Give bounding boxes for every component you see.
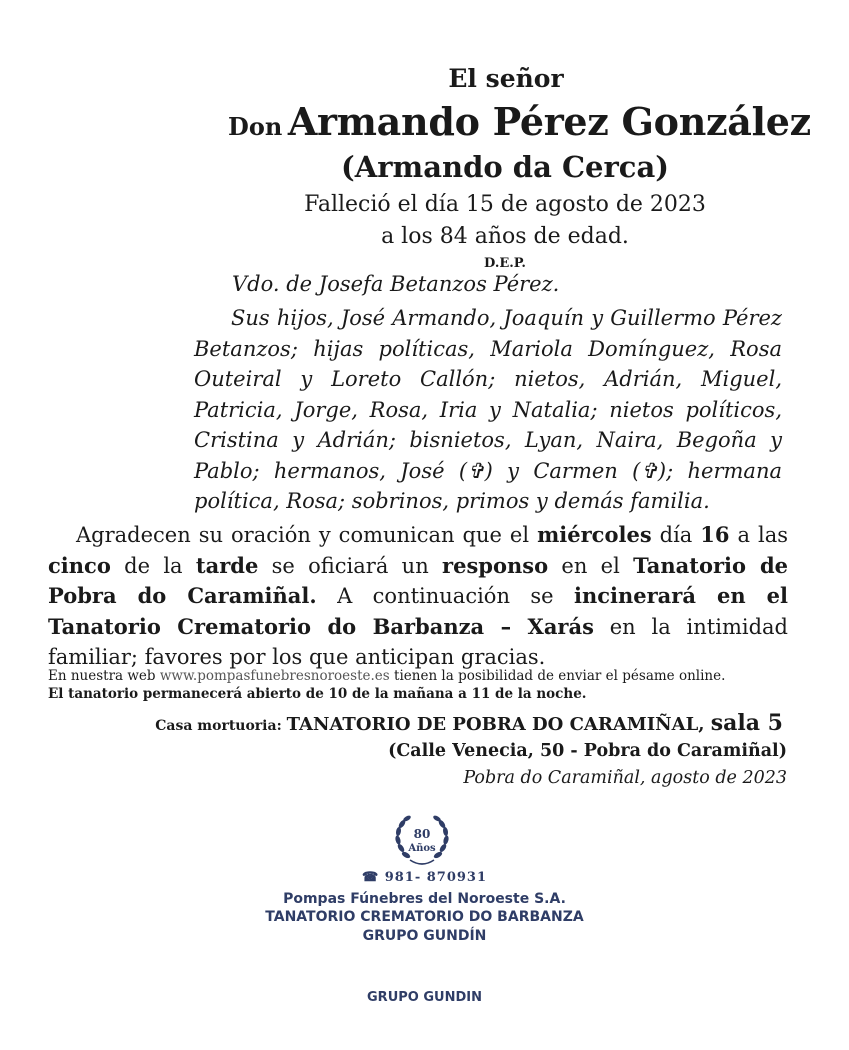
ceremony-hour: cinco: [48, 552, 111, 578]
phone-line: [0, 870, 849, 885]
ceremony-type: responso: [442, 552, 549, 578]
laurel-wreath-icon: [392, 812, 452, 870]
ceremony-text: de la: [110, 553, 196, 578]
ceremony-venue: Tanatorio de Pobra do Caramiñal.: [48, 552, 788, 608]
deceased-name: Armando Pérez González: [287, 99, 811, 144]
mortuary-room: sala 5: [710, 710, 783, 736]
ceremony-text: a las: [729, 523, 789, 547]
telephone-icon: ☎: [361, 870, 385, 885]
group-name: GRUPO GUNDÍN: [362, 928, 487, 944]
dep-abbreviation: D.E.P.: [484, 256, 526, 271]
opening-hours-note: El tanatorio permanecerá abierto de 10 de la mañana a 11 de la noche.: [48, 686, 587, 702]
anniversary-logo: [392, 812, 452, 870]
heading-el-senor: El señor: [448, 64, 564, 93]
phone-number[interactable]: 981- 870931: [384, 870, 488, 885]
web-note-prefix: En nuestra web: [48, 668, 160, 684]
ceremony-text: en el: [548, 553, 634, 578]
ceremony-text: Agradecen su oración y comunican que el: [76, 523, 538, 547]
ceremony-text: se oficiará un: [258, 553, 443, 578]
deceased-nickname: (Armando da Cerca): [341, 150, 669, 184]
deceased-name-line: [228, 99, 811, 144]
age-at-death: a los 84 años de edad.: [381, 224, 629, 249]
website-link[interactable]: www.pompasfunebresnoroeste.es: [159, 668, 390, 684]
mortuary-label: Casa mortuoria:: [155, 718, 287, 734]
logo-number: 80: [413, 827, 431, 841]
company-name: Pompas Fúnebres del Noroeste S.A.: [283, 891, 566, 907]
ceremony-date: 16: [700, 522, 730, 547]
logo-word: Años: [408, 843, 436, 854]
death-date: Falleció el día 15 de agosto de 2023: [304, 192, 706, 217]
ceremony-text: en la intimidad familiar; favores por los que anticipan gracias.: [48, 614, 788, 669]
family-list: Sus hijos, José Armando, Joaquín y Guillermo Pérez Betanzos; hijas políticas, Mariola Domínguez, Rosa Outeiral y Loreto Callón; nietos, Adrián, Miguel, Patricia, Jorge, Rosa, Iria y Natalia; nietos políticos, Cristina y Adrián; bisnietos, Lyan, Naira, Begoña y Pablo; hermanos, José (✞) y Carmen (✞); hermana política, Rosa; sobrinos, primos y demás familia.: [194, 306, 782, 513]
footer-group-name: GRUPO GUNDIN: [367, 990, 482, 1005]
place-and-date: Pobra do Caramiñal, agosto de 2023: [463, 768, 787, 788]
ceremony-day: miércoles: [537, 522, 652, 547]
cremation-venue: incinerará en el Tanatorio Crematorio do Barbanza – Xarás: [48, 583, 788, 639]
ceremony-text: A continuación se: [316, 584, 574, 608]
web-note-suffix: tienen la posibilidad de enviar el pésame online.: [389, 668, 726, 684]
mortuary-line: [155, 710, 783, 736]
name-prefix: Don: [228, 112, 283, 141]
crematorium-name: TANATORIO CREMATORIO DO BARBANZA: [265, 909, 584, 925]
mortuary-name: TANATORIO DE POBRA DO CARAMIÑAL,: [286, 714, 711, 735]
web-condolence-note: [48, 668, 725, 684]
mortuary-address: (Calle Venecia, 50 - Pobra do Caramiñal): [388, 741, 787, 761]
ceremony-paragraph: [48, 520, 788, 673]
ceremony-text: día: [651, 523, 701, 547]
widow-line: Vdo. de Josefa Betanzos Pérez.: [232, 272, 560, 296]
ceremony-time-of-day: tarde: [195, 552, 259, 578]
